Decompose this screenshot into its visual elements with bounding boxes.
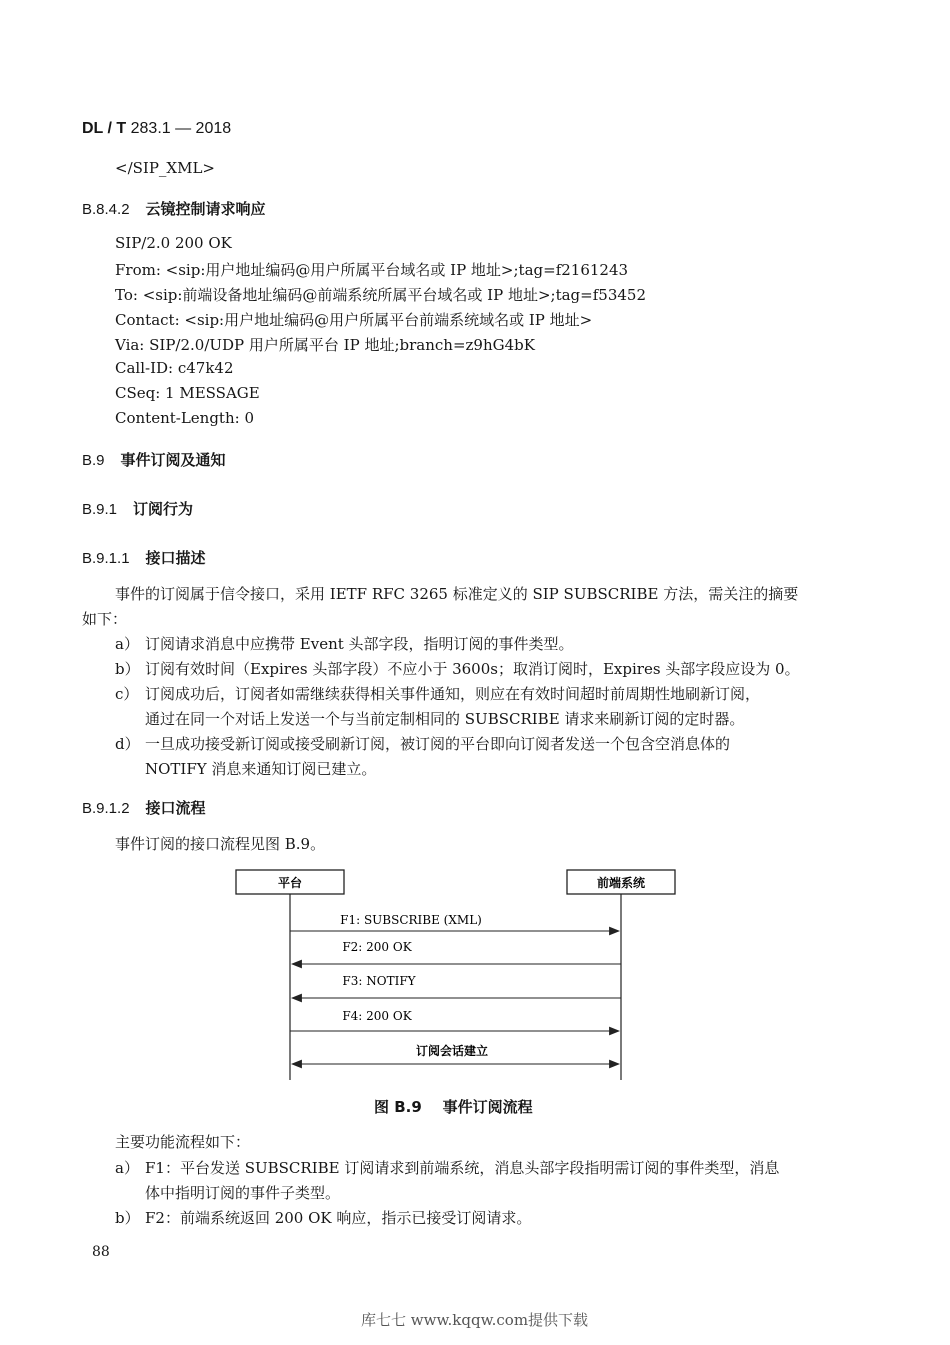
sip-line: CSeq: 1 MESSAGE (115, 384, 260, 402)
message-label: F2: 200 OK (342, 940, 412, 954)
sip-line: From: <sip:用户地址编码@用户所属平台域名或 IP 地址>;tag=f2161243 (115, 261, 629, 279)
flow-step: F1：平台发送 SUBSCRIBE 订阅请求到前端系统，消息头部字段指明需订阅的事件类型，消息 (145, 1159, 780, 1177)
message-label: 订阅会话建立 (415, 1044, 489, 1058)
message-label: F1: SUBSCRIBE (XML) (340, 913, 482, 927)
xml-close-tag: </SIP_XML> (115, 159, 215, 177)
list-item: 订阅请求消息中应携带 Event 头部字段，指明订阅的事件类型。 (145, 635, 574, 653)
section-title: 订阅行为 (133, 500, 194, 518)
list-marker: b） (115, 660, 140, 678)
figure-caption: 图 B.9 事件订阅流程 (374, 1098, 533, 1116)
intro-line: 事件的订阅属于信令接口，采用 IETF RFC 3265 标准定义的 SIP SUBSCRIBE 方法，需关注的摘要 (115, 585, 799, 603)
download-watermark: 库七七 www.kqqw.com提供下载 (361, 1311, 589, 1329)
standard-t: T (116, 120, 127, 137)
sip-line: To: <sip:前端设备地址编码@前端系统所属平台域名或 IP 地址>;tag=f53452 (115, 286, 647, 304)
list-marker: a） (115, 635, 139, 653)
section-title: 事件订阅及通知 (120, 451, 226, 469)
section-number: B.9.1 (82, 501, 118, 518)
message-label: F4: 200 OK (342, 1009, 412, 1023)
entity-label-platform: 平台 (277, 876, 303, 890)
list-item: 订阅成功后，订阅者如需继续获得相关事件通知，则应在有效时间超时前周期性地刷新订阅， (145, 685, 761, 703)
list-item-continued: NOTIFY 消息来通知订阅已建立。 (145, 760, 377, 778)
section-number: B.9.1.2 (82, 800, 130, 817)
list-marker: b） (115, 1209, 140, 1227)
list-item-continued: 通过在同一个对话上发送一个与当前定制相同的 SUBSCRIBE 请求来刷新订阅的定时器。 (145, 710, 745, 728)
section-title: 云镜控制请求响应 (145, 200, 266, 218)
sip-line: Content-Length: 0 (115, 409, 254, 427)
section-number: B.8.4.2 (82, 201, 130, 218)
message-label: F3: NOTIFY (342, 974, 416, 988)
section-number: B.9 (82, 452, 105, 469)
list-marker: a） (115, 1159, 139, 1177)
list-item: 一旦成功接受新订阅或接受刷新订阅，被订阅的平台即向订阅者发送一个包含空消息体的 (145, 735, 731, 753)
main-flow-title: 主要功能流程如下： (115, 1133, 251, 1151)
flow-step: F2：前端系统返回 200 OK 响应，指示已接受订阅请求。 (145, 1209, 532, 1227)
standard-number: 283.1 — 2018 (126, 120, 232, 137)
sip-line: SIP/2.0 200 OK (115, 234, 232, 252)
sip-line: Contact: <sip:用户地址编码@用户所属平台前端系统域名或 IP 地址> (115, 311, 593, 329)
section-number: B.9.1.1 (82, 550, 130, 567)
entity-label-frontend: 前端系统 (596, 876, 646, 890)
section-title: 接口流程 (145, 799, 206, 817)
list-item: 订阅有效时间（Expires 头部字段）不应小于 3600s；取消订阅时，Expires 头部字段应设为 0。 (145, 660, 800, 678)
sip-line: Via: SIP/2.0/UDP 用户所属平台 IP 地址;branch=z9hG4bK (115, 336, 535, 354)
sip-line: Call-ID: c47k42 (115, 359, 234, 377)
section-title: 接口描述 (145, 549, 206, 567)
intro-line: 如下： (82, 610, 128, 628)
standard-sep: / (103, 120, 117, 137)
page-number: 88 (92, 1244, 110, 1260)
list-marker: d） (115, 735, 140, 753)
standard-prefix: DL (82, 120, 104, 137)
list-marker: c） (115, 685, 139, 703)
flow-step-continued: 体中指明订阅的事件子类型。 (145, 1184, 341, 1202)
flow-intro: 事件订阅的接口流程见图 B.9。 (115, 835, 326, 853)
